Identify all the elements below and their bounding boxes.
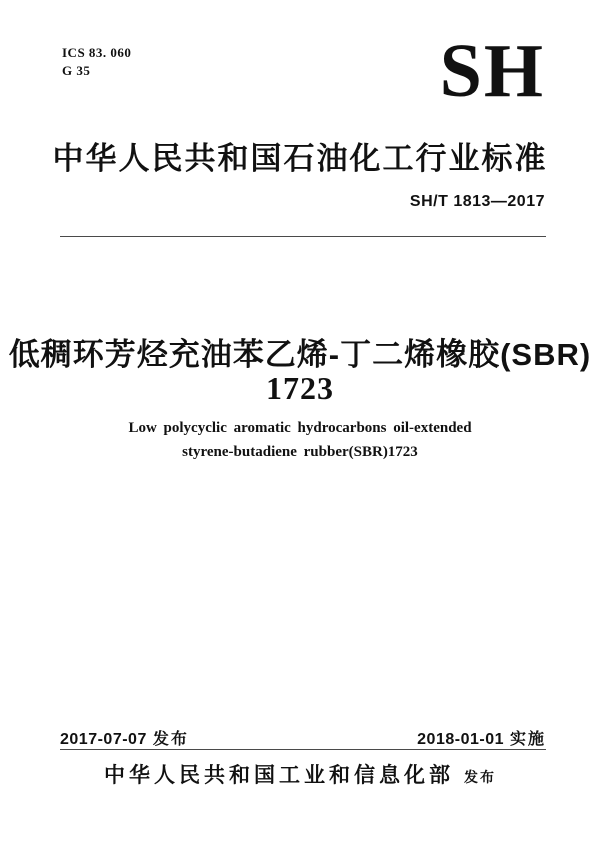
- issue-date-group: [60, 726, 189, 749]
- document-title-english-line2: styrene-butadiene rubber(SBR)1723: [182, 444, 418, 460]
- publisher-row: [0, 759, 600, 789]
- document-title-chinese: 低稠环芳烃充油苯乙烯-丁二烯橡胶(SBR): [8, 337, 592, 372]
- issue-date: 2017-07-07: [60, 731, 147, 748]
- publisher-name: 中华人民共和国工业和信息化部: [104, 764, 454, 787]
- document-title-grade-number: 1723: [266, 370, 334, 406]
- standard-org-title: 中华人民共和国石油化工行业标准: [52, 141, 548, 176]
- header-divider-line: [60, 236, 546, 237]
- ics-code: ICS 83. 060: [62, 45, 132, 60]
- implementation-date: 2018-01-01: [417, 731, 504, 748]
- publisher-issue-label: 发布: [464, 769, 496, 785]
- implementation-date-group: [417, 726, 546, 749]
- document-title-english-line1: Low polycyclic aromatic hydrocarbons oil-extended: [128, 420, 472, 436]
- issue-date-label: 发布: [152, 731, 189, 748]
- implementation-date-label: 实施: [509, 731, 546, 748]
- china-class-code: G 35: [62, 63, 91, 78]
- document-title-english: [0, 416, 600, 464]
- dates-row: [60, 726, 546, 749]
- footer-divider-line: [60, 749, 546, 750]
- sh-standard-logo: SH: [439, 29, 545, 113]
- ics-classification-block: [62, 44, 131, 80]
- standard-number: SH/T 1813—2017: [409, 193, 545, 210]
